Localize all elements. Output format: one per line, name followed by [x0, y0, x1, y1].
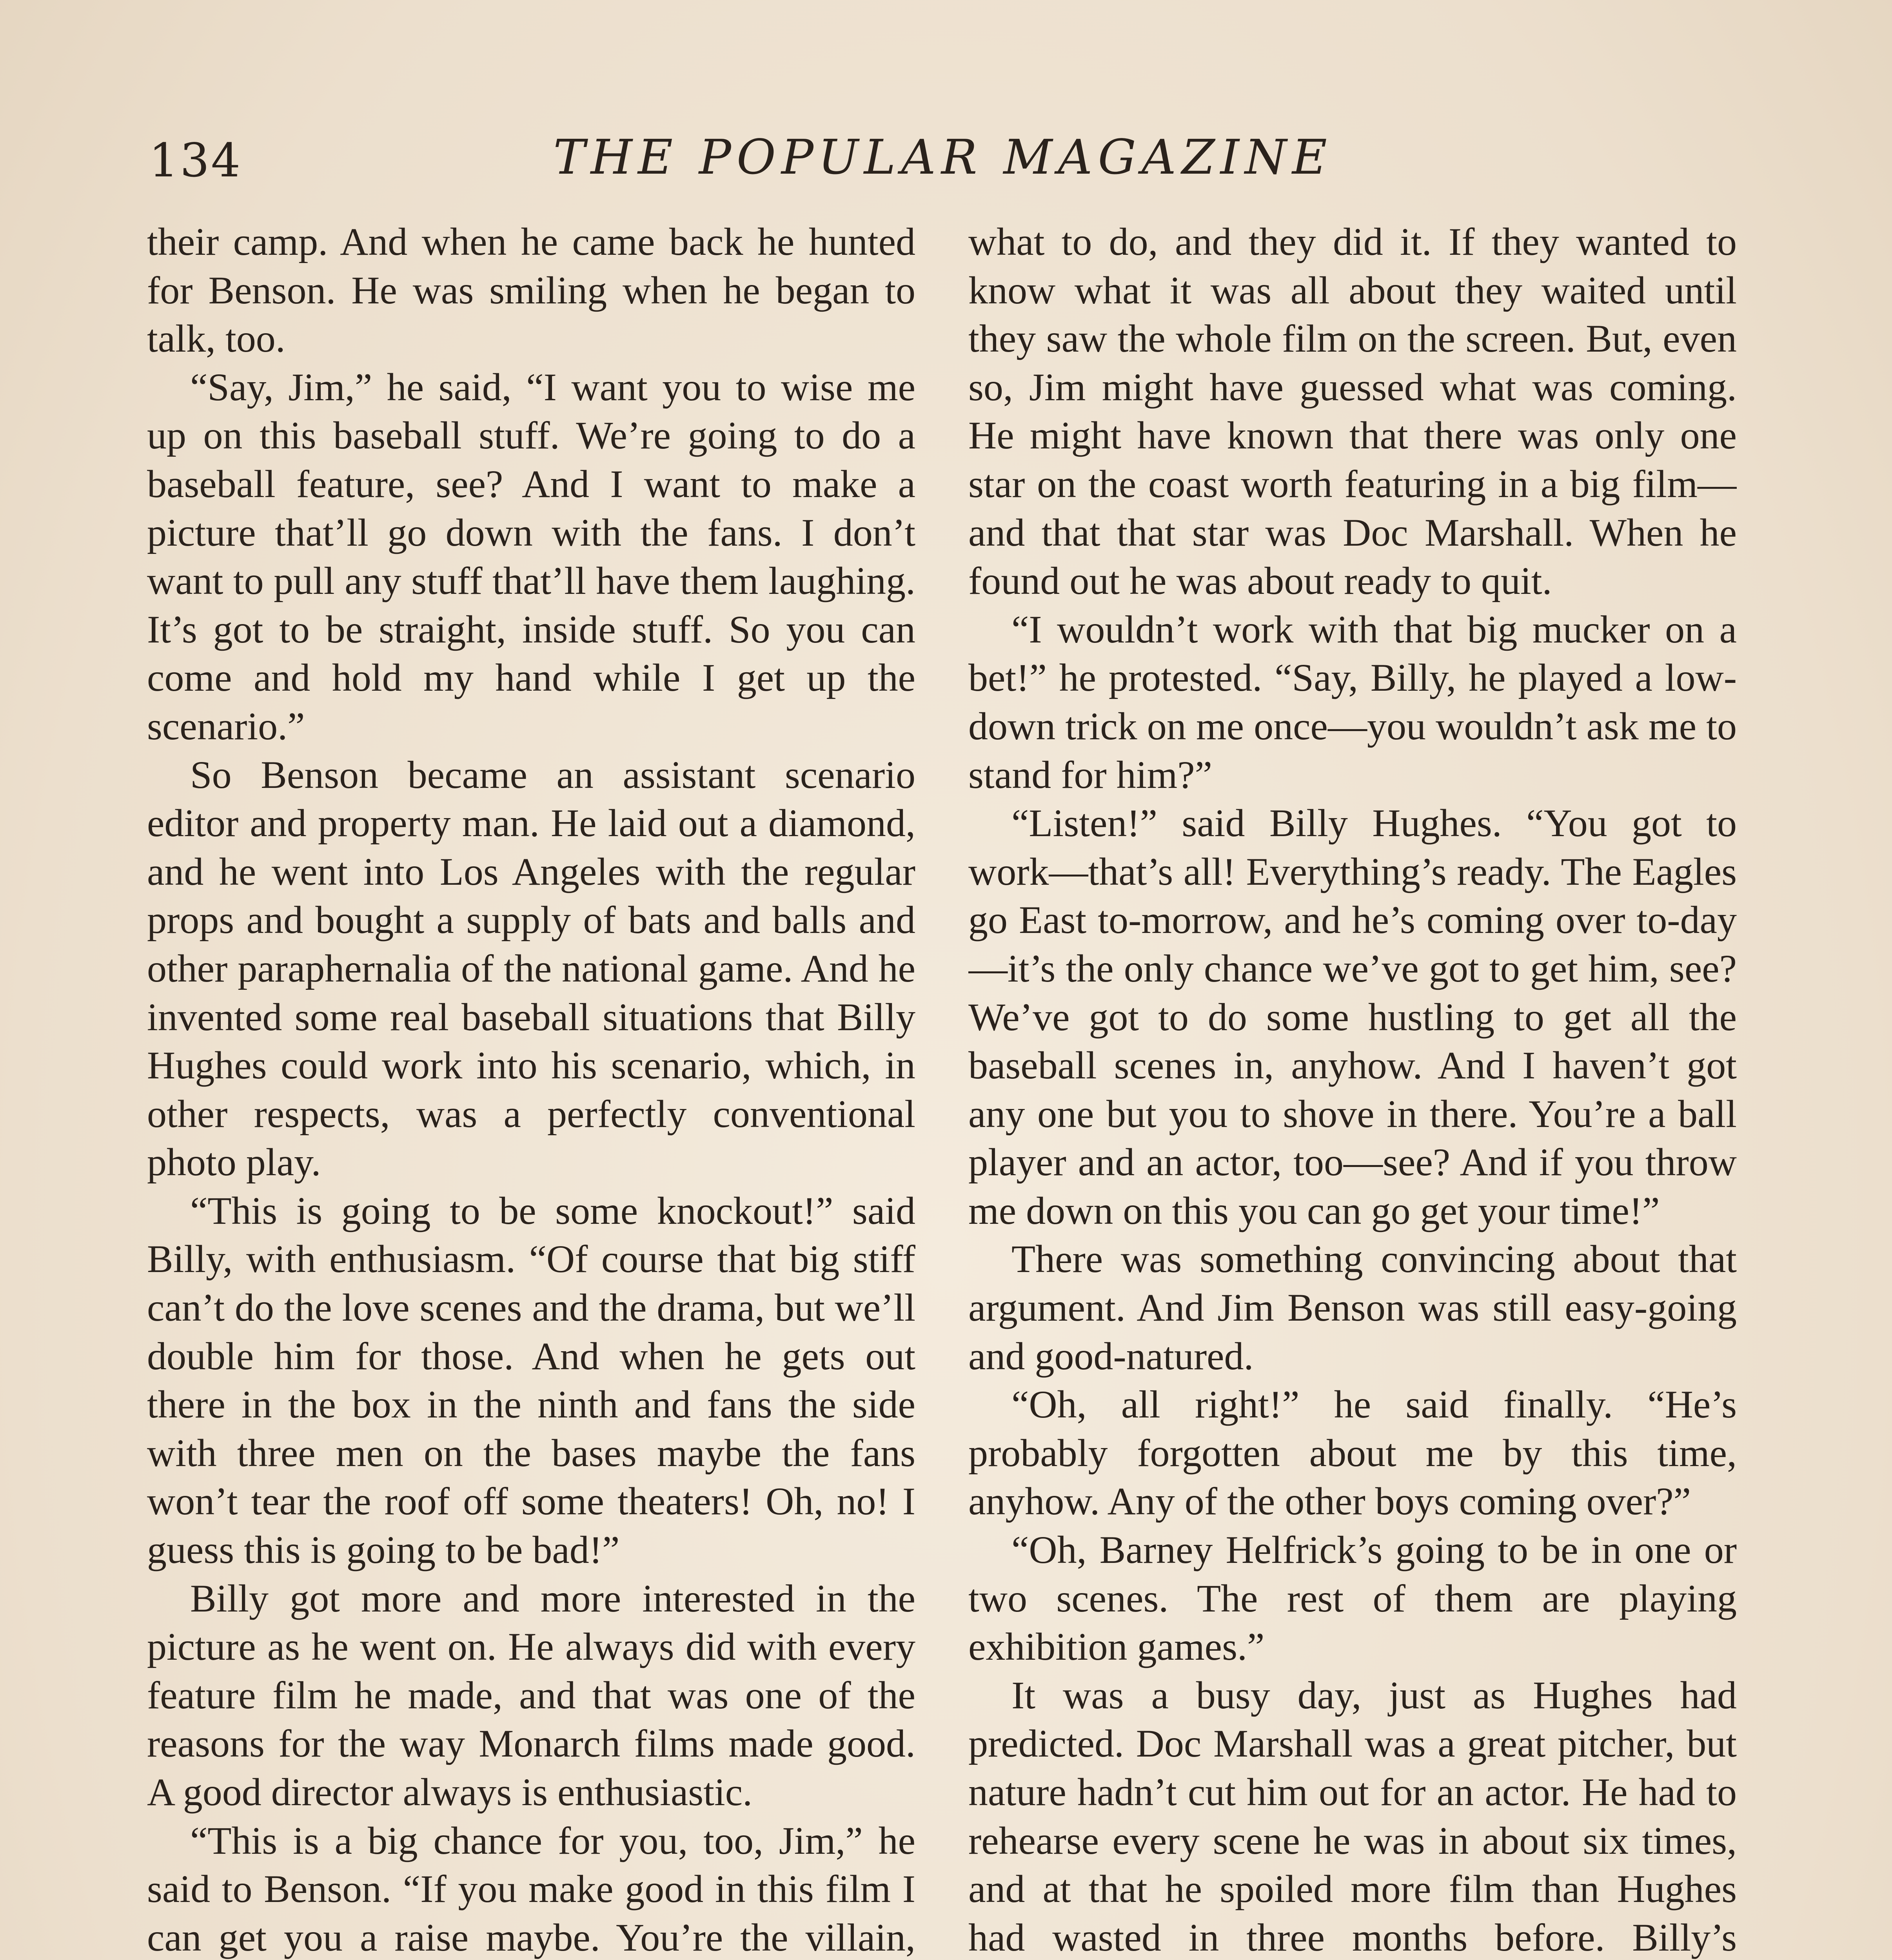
left-text-column: [147, 218, 915, 1960]
page-header: [149, 122, 1737, 196]
paragraph: So Benson became an assistant scenario editor and property man. He laid out a diamond, and he went into Los Angeles with the regular props and bought a supply of bats and balls and other paraphernalia of the national game. And he invented some real baseball situations that Billy Hughes could work into his scenario, which, in other respects, was a perfectly conventional photo play.: [147, 753, 915, 1184]
paragraph: It was a busy day, just as Hughes had predicted. Doc Marshall was a great pitcher, but nature hadn’t cut him out for an actor. He had to rehearse every scene he was in about six times, and at that he spoiled more film than Hughes had wasted in three months before. Billy’s: [968, 1673, 1737, 1959]
paragraph: There was something convincing about that argument. And Jim Benson was still easy-going and good-natured.: [968, 1237, 1737, 1378]
paragraph: “This is a big chance for you, too, Jim,” he said to Benson. “If you make good in this film I can get you a raise maybe. You’re the villain,: [147, 1818, 915, 1959]
paragraph: “Say, Jim,” he said, “I want you to wise me up on this baseball stuff. We’re going to do a baseball feature, see? And I want to make a picture that’ll go down with the fans. I don’t want to pull any stuff that’ll have them laughing. It’s got to be straight, inside stuff. So you can come and hold my hand while I get up the scenario.”: [147, 365, 915, 748]
right-text-column: [968, 218, 1737, 1960]
paragraph: Billy got more and more interested in the picture as he went on. He always did with every feature film he made, and that was one of the reasons for the way Monarch films made good. A good director always is enthusiastic.: [147, 1576, 915, 1814]
running-title: THE POPULAR MAGAZINE: [553, 129, 1333, 185]
paragraph: “Oh, all right!” he said finally. “He’s probably forgotten about me by this time, anyhow. Any of the other boys coming over?”: [968, 1383, 1737, 1523]
paragraph: “I wouldn’t work with that big mucker on a bet!” he protested. “Say, Billy, he played a low-down trick on me once—you wouldn’t ask me to stand for him?”: [968, 607, 1737, 797]
paragraph: “Listen!” said Billy Hughes. “You got to work—that’s all! Everything’s ready. The Eagles go East to-morrow, and he’s coming over to-day—it’s the only chance we’ve got to get him, see? We’ve got to do some hustling to get all the baseball scenes in, anyhow. And I haven’t got any one but you to shove in there. You’re a ball player and an actor, too—see? And if you throw me down on this you can go get your time!”: [968, 801, 1737, 1232]
paragraph: “Oh, Barney Helfrick’s going to be in one or two scenes. The rest of them are playing exhibition games.”: [968, 1528, 1737, 1669]
paragraph: “This is going to be some knockout!” said Billy, with enthusiasm. “Of course that big stiff can’t do the love scenes and the drama, but we’ll double him for those. And when he gets out there in the box in the ninth and fans the side with three men on the bases maybe the fans won’t tear the roof off some theaters! Oh, no! I guess this is going to be bad!”: [147, 1189, 915, 1572]
page-number: 134: [149, 133, 242, 187]
paragraph: their camp. And when he came back he hunted for Benson. He was smiling when he began to talk, too.: [147, 220, 915, 361]
paragraph: what to do, and they did it. If they wanted to know what it was all about they waited until they saw the whole film on the screen. But, even so, Jim might have guessed what was coming. He might have known that there was only one star on the coast worth featuring in a big film—and that that star was Doc Marshall. When he found out he was about ready to quit.: [968, 220, 1737, 603]
